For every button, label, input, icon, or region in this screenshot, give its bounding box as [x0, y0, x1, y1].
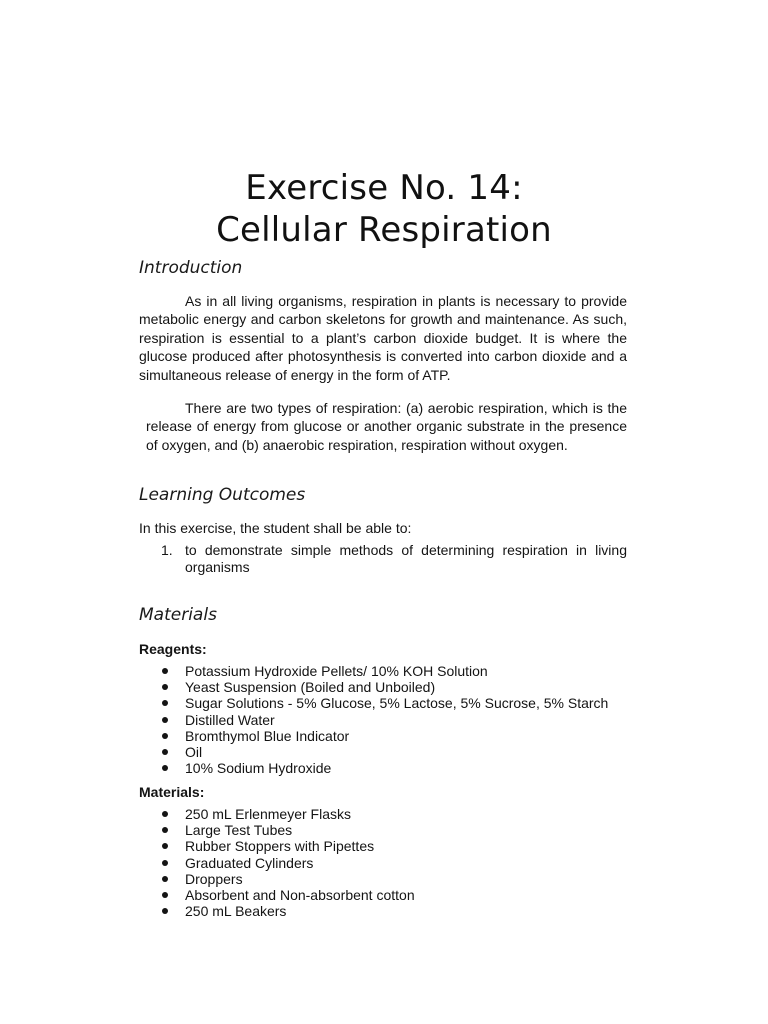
list-item-text: Sugar Solutions - 5% Glucose, 5% Lactose, 5% Sucrose, 5% Starch: [185, 695, 609, 712]
bullet-icon: [162, 908, 168, 914]
bullet-icon: [162, 827, 168, 833]
title-line-2: Cellular Respiration: [216, 209, 552, 250]
bullet-icon: [162, 749, 168, 755]
reagents-label: Reagents:: [139, 641, 207, 657]
list-item: [160, 760, 608, 776]
list-item-text: Large Test Tubes: [185, 822, 293, 839]
bullet-icon: [162, 892, 168, 898]
list-item: [160, 855, 415, 871]
list-item: [160, 744, 608, 760]
introduction-paragraph-1: As in all living organisms, respiration in plants is necessary to provide metabolic energy and carbon skeletons for growth and maintenance. As such, respiration is essential to a plant’s carbon dioxide budget. It is where the glucose produced after photosynthesis is converted into carbon dioxide and a simultaneous release of energy in the form of ATP.: [139, 293, 627, 383]
list-item: [160, 838, 415, 854]
bullet-icon: [162, 733, 168, 739]
bullet-icon: [162, 876, 168, 882]
bullet-icon: [162, 843, 168, 849]
learning-outcomes-heading: Learning Outcomes: [139, 485, 306, 505]
list-item: [160, 887, 415, 903]
list-item-text: Absorbent and Non-absorbent cotton: [185, 887, 415, 904]
list-item: [160, 822, 415, 838]
list-item: [160, 806, 415, 822]
introduction-heading: Introduction: [139, 258, 243, 278]
list-item-text: Yeast Suspension (Boiled and Unboiled): [185, 679, 436, 696]
list-item-text: Potassium Hydroxide Pellets/ 10% KOH Solution: [185, 663, 488, 679]
list-item: [160, 871, 415, 887]
bullet-icon: [162, 717, 168, 723]
bullet-icon: [162, 684, 168, 690]
bullet-icon: [162, 811, 168, 817]
list-item: [160, 903, 415, 919]
list-item-text: Bromthymol Blue Indicator: [185, 727, 350, 744]
title-line-1: Exercise No. 14:: [245, 167, 523, 208]
reagents-list: [160, 663, 608, 776]
materials-heading: Materials: [139, 605, 217, 625]
bullet-icon: [162, 765, 168, 771]
list-item-text: to demonstrate simple methods of determining respiration in living organisms: [185, 542, 627, 575]
list-item-text: Oil: [185, 744, 203, 761]
list-item: [160, 679, 608, 695]
materials-label: Materials:: [139, 784, 205, 800]
materials-list: [160, 806, 415, 919]
list-item: [139, 542, 627, 575]
list-item-number: 1.: [161, 542, 173, 558]
learning-outcomes-intro: In this exercise, the student shall be able to:: [139, 520, 412, 536]
bullet-icon: [162, 860, 168, 866]
bullet-icon: [162, 668, 168, 674]
list-item-text: 250 mL Beakers: [185, 903, 287, 920]
list-item: [160, 663, 608, 679]
list-item-text: Distilled Water: [185, 711, 275, 728]
list-item-text: Rubber Stoppers with Pipettes: [185, 838, 375, 855]
list-item: [160, 728, 608, 744]
introduction-paragraph-2: There are two types of respiration: (a) aerobic respiration, which is the release of energy from glucose or another organic substrate in the presence of oxygen, and (b) anaerobic respiration, respiration without oxygen.: [146, 400, 627, 453]
list-item-text: 10% Sodium Hydroxide: [185, 760, 332, 777]
list-item: [160, 712, 608, 728]
list-item-text: Droppers: [185, 870, 243, 887]
list-item-text: Graduated Cylinders: [185, 854, 314, 871]
list-item-text: 250 mL Erlenmeyer Flasks: [185, 806, 351, 822]
page-title: [0, 167, 768, 251]
learning-outcomes-list: [139, 542, 627, 575]
list-item: [160, 695, 608, 711]
bullet-icon: [162, 700, 168, 706]
